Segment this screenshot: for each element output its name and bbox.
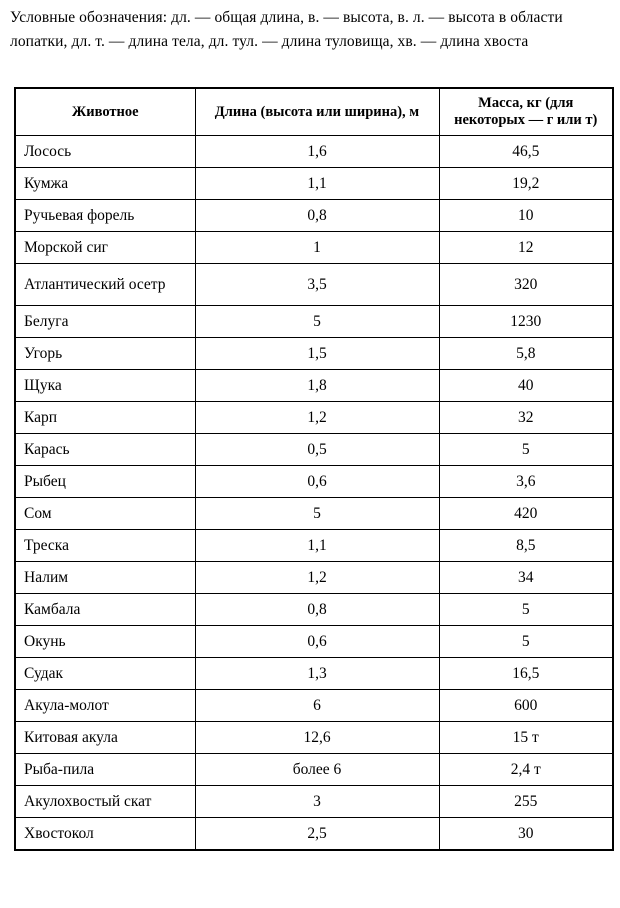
length-value: 3	[195, 786, 439, 818]
mass-value: 1230	[439, 306, 613, 338]
animal-size-table	[14, 87, 614, 851]
mass-value: 3,6	[439, 466, 613, 498]
length-value: 1,3	[195, 658, 439, 690]
animal-name: Ручьевая форель	[15, 200, 195, 232]
length-value: 0,8	[195, 594, 439, 626]
table-row	[15, 232, 613, 264]
length-value: 1	[195, 232, 439, 264]
header-mass: Масса, кг (для некоторых — г или т)	[439, 88, 613, 136]
table-row	[15, 264, 613, 306]
table-row	[15, 530, 613, 562]
animal-name: Судак	[15, 658, 195, 690]
table-row	[15, 136, 613, 168]
table-row	[15, 338, 613, 370]
animal-name: Сом	[15, 498, 195, 530]
table-row	[15, 466, 613, 498]
animal-name: Атлантический осетр	[15, 264, 195, 306]
length-value: 1,5	[195, 338, 439, 370]
table-row	[15, 786, 613, 818]
length-value: 1,2	[195, 562, 439, 594]
animal-name: Кумжа	[15, 168, 195, 200]
animal-name: Акулохвостый скат	[15, 786, 195, 818]
mass-value: 600	[439, 690, 613, 722]
animal-name: Хвостокол	[15, 818, 195, 851]
mass-value: 30	[439, 818, 613, 851]
animal-name: Щука	[15, 370, 195, 402]
length-value: 1,1	[195, 530, 439, 562]
length-value: 3,5	[195, 264, 439, 306]
header-animal: Животное	[15, 88, 195, 136]
animal-name: Треска	[15, 530, 195, 562]
mass-value: 5,8	[439, 338, 613, 370]
length-value: 6	[195, 690, 439, 722]
mass-value: 5	[439, 434, 613, 466]
length-value: 0,8	[195, 200, 439, 232]
animal-name: Окунь	[15, 626, 195, 658]
mass-value: 32	[439, 402, 613, 434]
animal-name: Лосось	[15, 136, 195, 168]
mass-value: 40	[439, 370, 613, 402]
length-value: 5	[195, 306, 439, 338]
length-value: 1,2	[195, 402, 439, 434]
length-value: 1,1	[195, 168, 439, 200]
animal-name: Китовая акула	[15, 722, 195, 754]
mass-value: 19,2	[439, 168, 613, 200]
length-value: более 6	[195, 754, 439, 786]
table-row	[15, 658, 613, 690]
table-row	[15, 498, 613, 530]
table-row	[15, 690, 613, 722]
table-row	[15, 434, 613, 466]
length-value: 0,6	[195, 626, 439, 658]
table-row	[15, 306, 613, 338]
mass-value: 10	[439, 200, 613, 232]
animal-size-table-container	[14, 87, 612, 851]
table-row	[15, 200, 613, 232]
animal-name: Камбала	[15, 594, 195, 626]
table-row	[15, 754, 613, 786]
mass-value: 320	[439, 264, 613, 306]
animal-name: Карп	[15, 402, 195, 434]
header-length: Длина (высота или ширина), м	[195, 88, 439, 136]
length-value: 12,6	[195, 722, 439, 754]
length-value: 1,8	[195, 370, 439, 402]
animal-name: Белуга	[15, 306, 195, 338]
mass-value: 255	[439, 786, 613, 818]
length-value: 0,5	[195, 434, 439, 466]
mass-value: 34	[439, 562, 613, 594]
animal-name: Рыбец	[15, 466, 195, 498]
animal-name: Налим	[15, 562, 195, 594]
mass-value: 15 т	[439, 722, 613, 754]
animal-name: Морской сиг	[15, 232, 195, 264]
mass-value: 46,5	[439, 136, 613, 168]
table-row	[15, 168, 613, 200]
length-value: 1,6	[195, 136, 439, 168]
animal-name: Рыба-пила	[15, 754, 195, 786]
animal-name: Угорь	[15, 338, 195, 370]
table-row	[15, 626, 613, 658]
animal-name: Акула-молот	[15, 690, 195, 722]
mass-value: 2,4 т	[439, 754, 613, 786]
animal-name: Карась	[15, 434, 195, 466]
length-value: 2,5	[195, 818, 439, 851]
mass-value: 12	[439, 232, 613, 264]
table-header-row	[15, 88, 613, 136]
length-value: 5	[195, 498, 439, 530]
legend-text: Условные обозначения: дл. — общая длина, в. — высота, в. л. — высота в области лопатки, дл. т. — длина тела, дл. тул. — длина туловища, хв. — длина хвоста	[10, 9, 563, 50]
mass-value: 16,5	[439, 658, 613, 690]
table-row	[15, 594, 613, 626]
table-row	[15, 562, 613, 594]
mass-value: 5	[439, 594, 613, 626]
table-row	[15, 370, 613, 402]
mass-value: 8,5	[439, 530, 613, 562]
mass-value: 5	[439, 626, 613, 658]
table-row	[15, 402, 613, 434]
mass-value: 420	[439, 498, 613, 530]
table-row	[15, 722, 613, 754]
length-value: 0,6	[195, 466, 439, 498]
table-row	[15, 818, 613, 851]
